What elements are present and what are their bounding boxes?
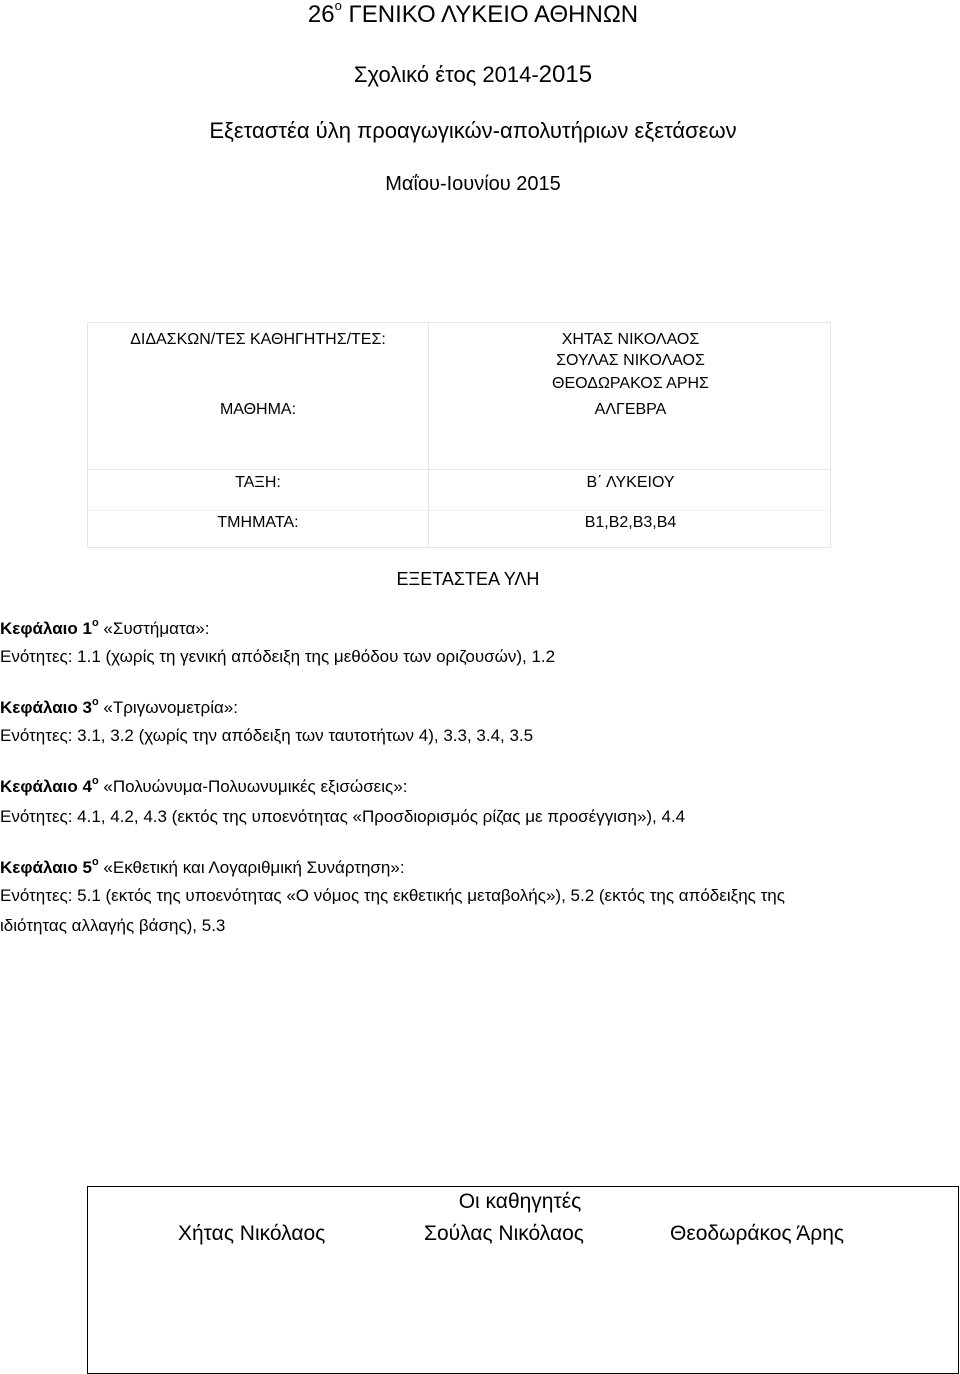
chapter-number: Κεφάλαιο 3 — [0, 698, 92, 717]
chapter-number-sup: ο — [91, 696, 99, 708]
subject-label: ΜΑΘΗΜΑ: — [219, 401, 297, 418]
school-title — [0, 0, 946, 30]
school-year — [0, 61, 946, 89]
chapter-units: Ενότητες: 3.1, 3.2 (χωρίς την απόδειξη των ταυτοτήτων 4), 3.3, 3.4, 3.5 — [0, 726, 534, 745]
chapter-number: Κεφάλαιο 1 — [0, 619, 92, 638]
teacher-name-2: ΣΟΥΛΑΣ ΝΙΚΟΛΑΟΣ — [556, 352, 705, 369]
material-title: ΕΞΕΤΑΣΤΕΑ ΥΛΗ — [396, 569, 540, 589]
signature-name-2: Σούλας Νικόλαος — [424, 1222, 584, 1245]
chapter-number-sup: ο — [91, 856, 99, 868]
document-subtitle: Εξεταστέα ύλη προαγωγικών-απολυτήριων εξετάσεων — [209, 118, 737, 143]
chapter-number: Κεφάλαιο 4 — [0, 777, 92, 796]
chapter-units: Ενότητες: 5.1 (εκτός της υποενότητας «Ο νόμος της εκθετικής μεταβολής»), 5.2 (εκτός της απόδειξης της — [0, 886, 785, 905]
subject-value: ΑΛΓΕΒΡΑ — [594, 401, 667, 418]
chapter-number-sup: ο — [91, 775, 99, 787]
chapter-name: «Εκθετική και Λογαριθμική Συνάρτηση»: — [103, 858, 405, 877]
class-value: Β΄ ΛΥΚΕΙΟΥ — [586, 474, 675, 491]
school-year-prefix: Σχολικό έτος 2014- — [353, 62, 539, 87]
chapter-heading — [0, 857, 405, 879]
info-table — [87, 322, 831, 548]
chapter-heading — [0, 697, 238, 719]
school-year-suffix: 2015 — [538, 61, 593, 88]
signature-heading: Οι καθηγητές — [458, 1190, 582, 1213]
chapter-heading — [0, 776, 407, 798]
class-label: ΤΑΞΗ: — [235, 474, 281, 491]
chapter-name: «Τριγωνομετρία»: — [103, 698, 238, 717]
table-divider-horizontal-light — [88, 510, 830, 511]
school-number: 26 — [307, 1, 335, 28]
chapter-units: Ενότητες: 4.1, 4.2, 4.3 (εκτός της υποενότητας «Προσδιορισμός ρίζας με προσέγγιση»), 4.4 — [0, 807, 686, 826]
chapter-units: Ενότητες: 1.1 (χωρίς τη γενική απόδειξη της μεθόδου των οριζουσών), 1.2 — [0, 647, 556, 666]
table-divider-horizontal — [88, 469, 830, 470]
chapter-units-continued: ιδιότητας αλλαγής βάσης), 5.3 — [0, 916, 226, 935]
teacher-name-3: ΘΕΟΔΩΡΑΚΟΣ ΑΡΗΣ — [552, 375, 709, 392]
sections-label: ΤΜΗΜΑΤΑ: — [217, 514, 299, 531]
sections-value: Β1,Β2,Β3,Β4 — [584, 514, 677, 531]
chapter-heading — [0, 618, 209, 640]
signature-name-3: Θεοδωράκος Άρης — [670, 1222, 845, 1245]
signature-name-1: Χήτας Νικόλαος — [178, 1222, 326, 1245]
chapter-name: «Συστήματα»: — [103, 619, 210, 638]
teachers-label: ΔΙΔΑΣΚΩΝ/ΤΕΣ ΚΑΘΗΓΗΤΗΣ/ΤΕΣ: — [130, 331, 386, 348]
teacher-name-1: ΧΗΤΑΣ ΝΙΚΟΛΑΟΣ — [561, 331, 700, 348]
chapter-name: «Πολυώνυμα-Πολυωνυμικές εξισώσεις»: — [103, 777, 408, 796]
chapter-number: Κεφάλαιο 5 — [0, 858, 92, 877]
chapter-number-sup: ο — [91, 617, 99, 629]
school-number-sup: ο — [334, 0, 342, 13]
school-name: ΓΕΝΙΚΟ ΛΥΚΕΙΟ ΑΘΗΝΩΝ — [348, 1, 639, 28]
exam-session: Μαΐου-Ιουνίου 2015 — [385, 173, 561, 195]
